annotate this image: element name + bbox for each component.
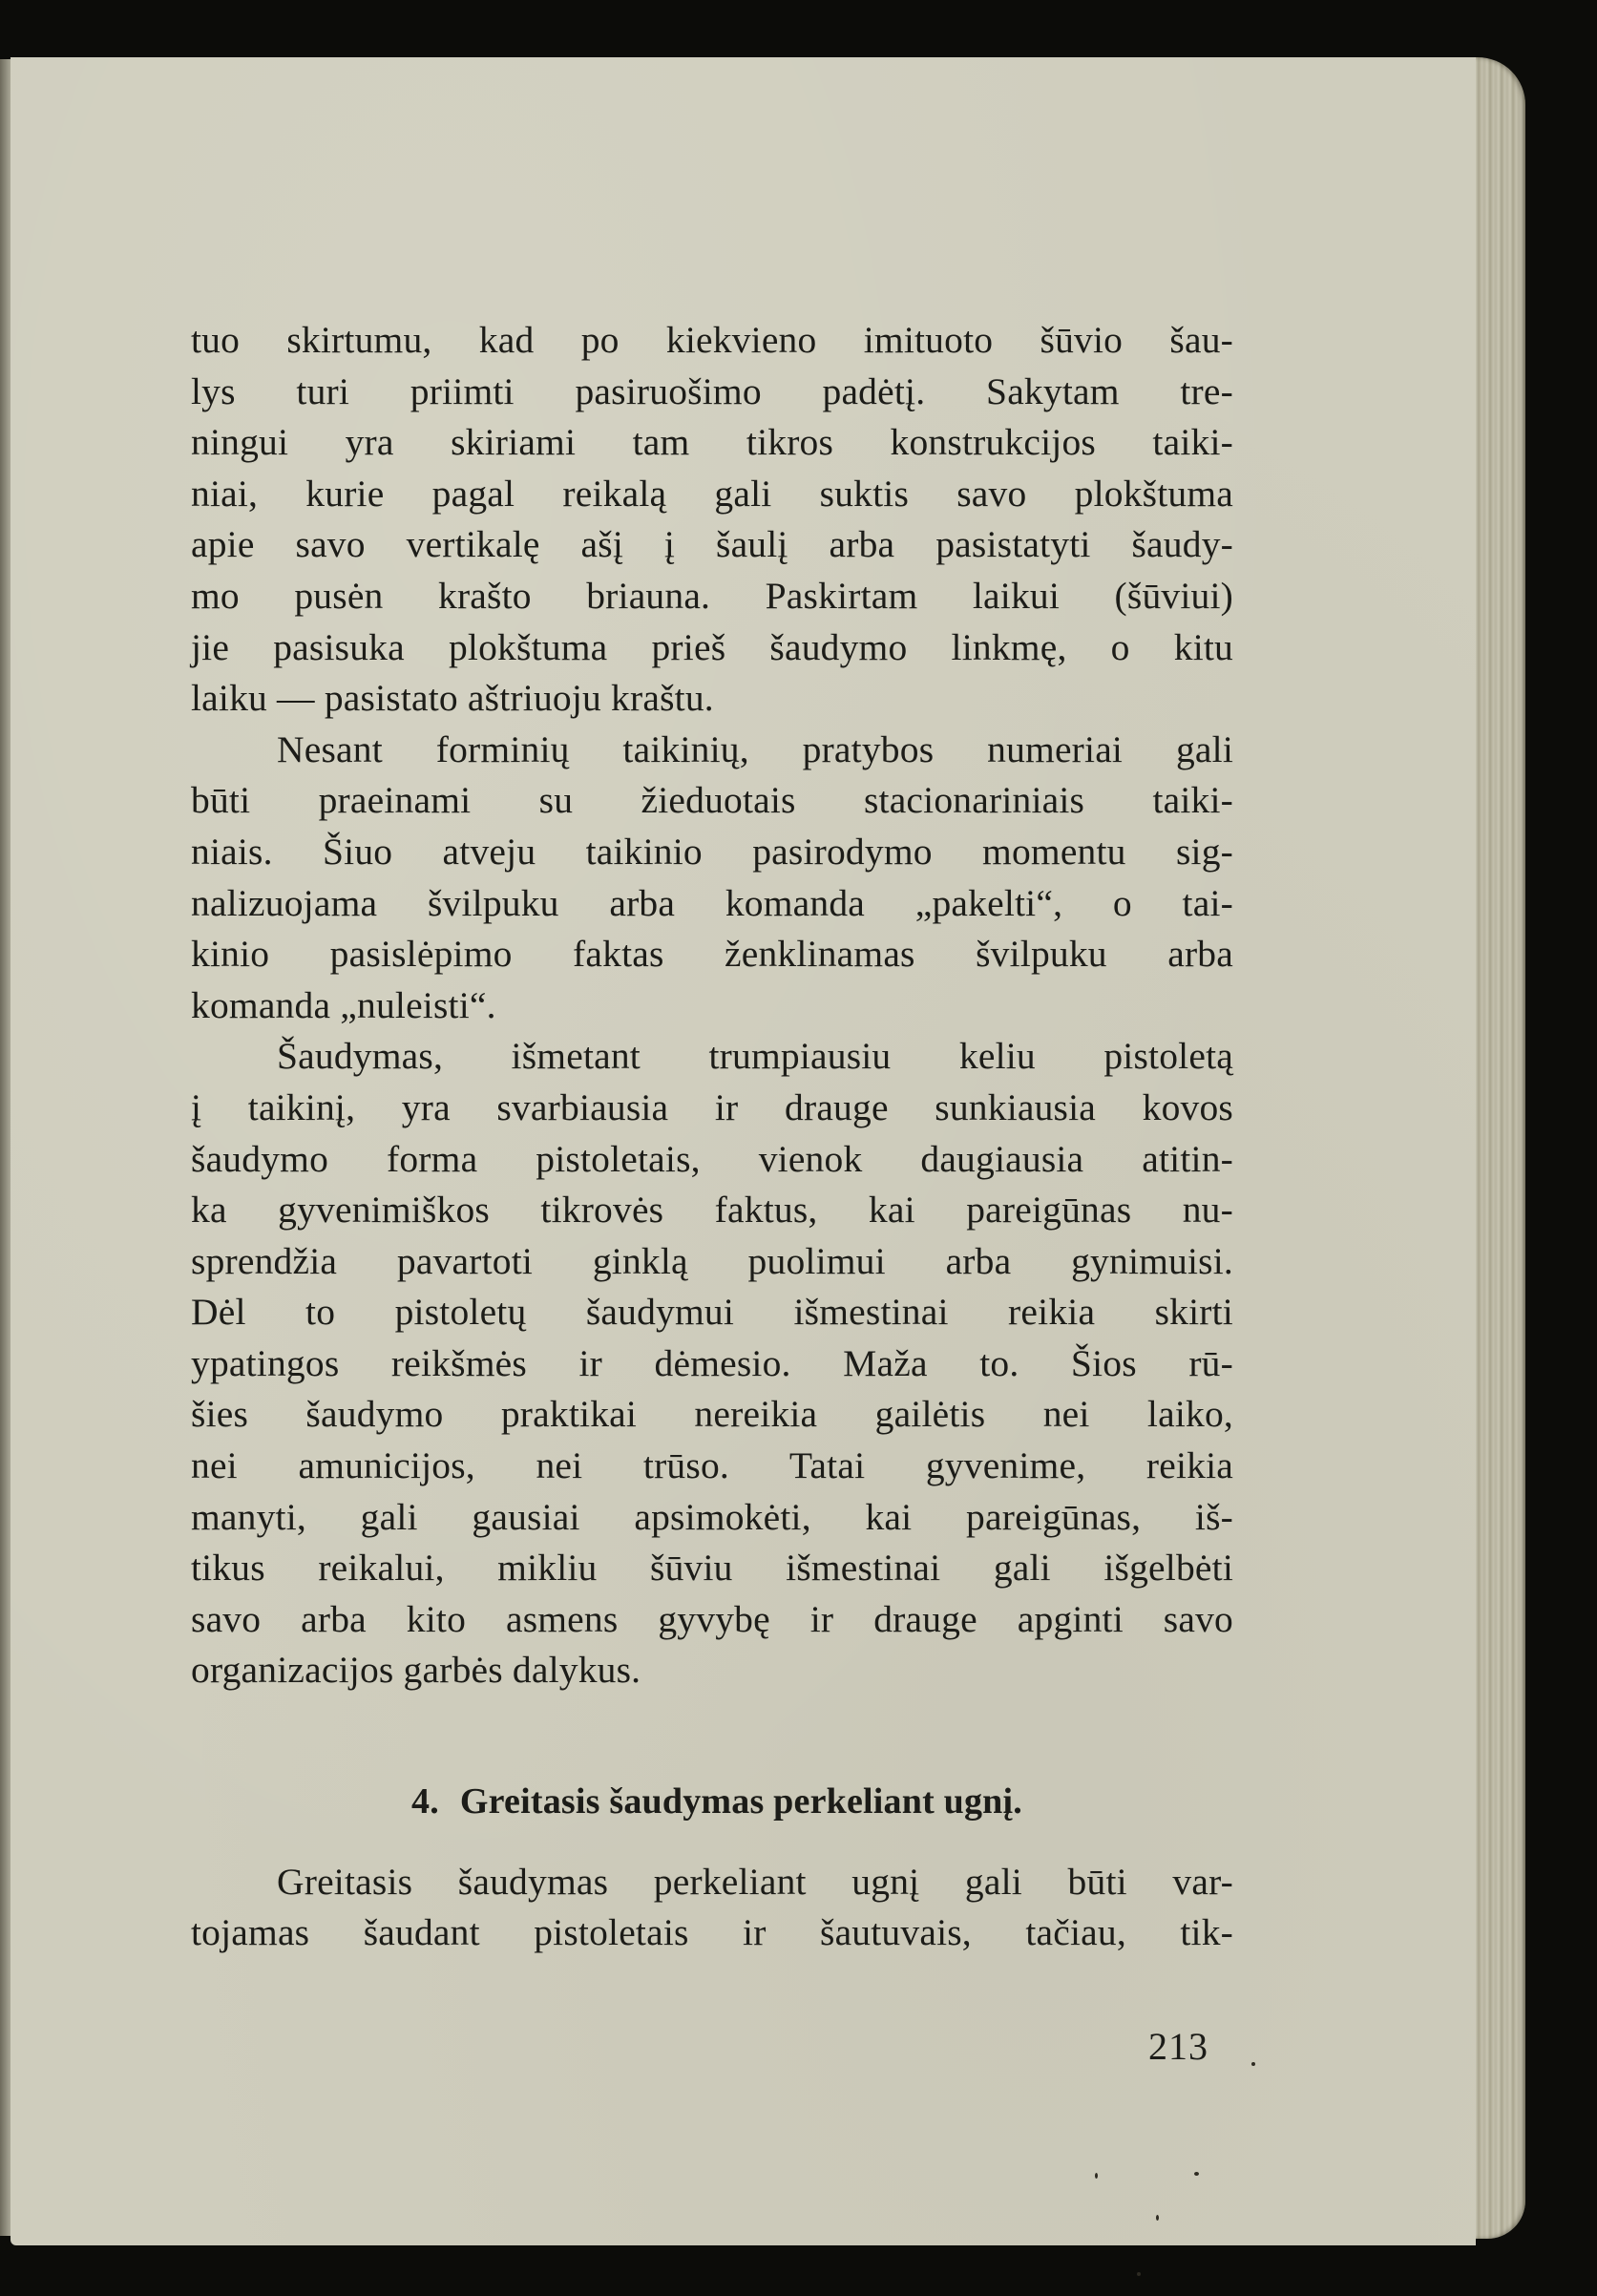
text-line: šies šaudymo praktikai nereikia gailėtis nei laiko, bbox=[191, 1393, 1233, 1436]
text-line: Dėl to pistoletų šaudymui išmestinai reikia skirti bbox=[191, 1291, 1233, 1334]
text-line: būti praeinami su žieduotais stacionariniais taiki- bbox=[191, 779, 1233, 822]
text-line: lys turi priimti pasiruošimo padėtį. Sakytam tre- bbox=[191, 369, 1233, 412]
paper-speck bbox=[1194, 2172, 1199, 2176]
text-line: nalizuojama švilpuku arba komanda „pakelti“, o tai- bbox=[191, 881, 1233, 924]
text-line: šaudymo forma pistoletais, vienok daugiausia atitin- bbox=[191, 1137, 1233, 1180]
text-line: manyti, gali gausiai apsimokėti, kai pareigūnas, iš- bbox=[191, 1495, 1233, 1538]
page-text bbox=[191, 315, 1233, 1959]
text-line: į taikinį, yra svarbiausia ir drauge sunkiausia kovos bbox=[191, 1085, 1233, 1128]
text-line: ypatingos reikšmės ir dėmesio. Maža to. Šios rū- bbox=[191, 1341, 1233, 1384]
text-line: nei amunicijos, nei trūso. Tatai gyvenime, reikia bbox=[191, 1444, 1233, 1487]
text-line: apie savo vertikalę ašį į šaulį arba pasistatyti šaudy- bbox=[191, 523, 1233, 566]
text-line: organizacijos garbės dalykus. bbox=[191, 1649, 641, 1692]
text-line: niais. Šiuo atveju taikinio pasirodymo momentu sig- bbox=[191, 830, 1233, 873]
paper-speck bbox=[1137, 2272, 1141, 2276]
text-line: laiku — pasistato aštriuoju kraštu. bbox=[191, 677, 714, 720]
paper-speck bbox=[1156, 2215, 1159, 2221]
text-line: Nesant forminių taikinių, pratybos numeriai gali bbox=[277, 727, 1233, 770]
text-line: tikus reikalui, mikliu šūviu išmestinai gali išgelbėti bbox=[191, 1547, 1233, 1590]
text-line: sprendžia pavartoti ginklą puolimui arba gynimuisi. bbox=[191, 1239, 1233, 1282]
text-line: savo arba kito asmens gyvybę ir drauge apginti savo bbox=[191, 1597, 1233, 1640]
text-line: Šaudymas, išmetant trumpiausiu keliu pistoletą bbox=[277, 1035, 1233, 1078]
text-line: kinio pasislėpimo faktas ženklinamas švilpuku arba bbox=[191, 933, 1233, 976]
text-line: mo pusėn krašto briauna. Paskirtam laikui (šūviui) bbox=[191, 574, 1233, 617]
text-line: jie pasisuka plokštuma prieš šaudymo linkmę, o kitu bbox=[191, 625, 1233, 668]
paper-speck bbox=[1251, 2062, 1255, 2066]
paragraph-1 bbox=[191, 315, 1233, 725]
section-number: 4. bbox=[411, 1781, 439, 1822]
paper-speck bbox=[1095, 2173, 1098, 2179]
page-stack-edge bbox=[1470, 57, 1525, 2239]
text-line: ka gyvenimiškos tikrovės faktus, kai pareigūnas nu- bbox=[191, 1189, 1233, 1232]
paragraph-3 bbox=[191, 1031, 1233, 1696]
text-line: tojamas šaudant pistoletais ir šautuvais, tačiau, tik- bbox=[191, 1911, 1233, 1954]
book-left-edge bbox=[0, 59, 11, 2236]
text-line: ningui yra skiriami tam tikros konstrukcijos taiki- bbox=[191, 421, 1233, 464]
text-line: komanda „nuleisti“. bbox=[191, 983, 496, 1026]
section-heading bbox=[191, 1777, 1233, 1828]
text-line: tuo skirtumu, kad po kiekvieno imituoto šūvio šau- bbox=[191, 319, 1233, 361]
text-line: niai, kurie pagal reikalą gali suktis savo plokštuma bbox=[191, 472, 1233, 515]
paragraph-2 bbox=[191, 725, 1233, 1032]
section-title: Greitasis šaudymas perkeliant ugnį. bbox=[459, 1781, 1022, 1822]
page-number: 213 bbox=[1148, 2025, 1208, 2068]
text-line: Greitasis šaudymas perkeliant ugnį gali būti var- bbox=[277, 1860, 1233, 1903]
section-paragraph bbox=[191, 1857, 1233, 1959]
